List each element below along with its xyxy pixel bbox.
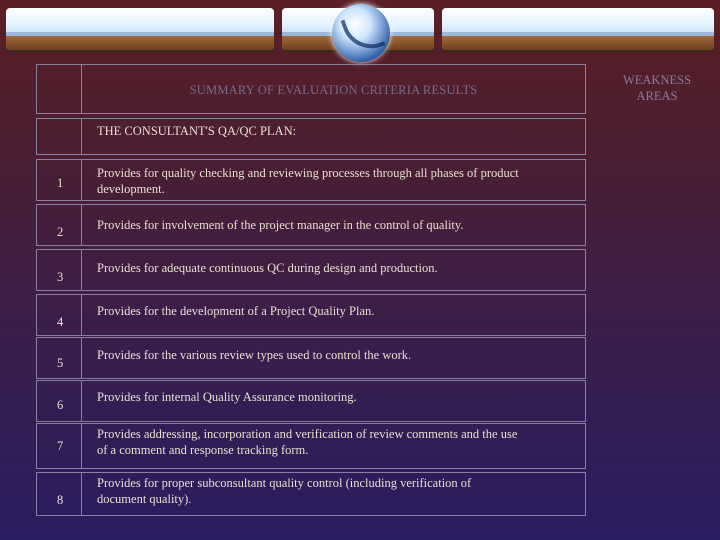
section-row [36, 118, 586, 155]
row-text-line1: Provides for adequate continuous QC during design and production. [97, 261, 438, 275]
table-row [36, 249, 586, 291]
row-text-line2: of a comment and response tracking form. [97, 443, 309, 457]
row-text-line1: Provides for involvement of the project manager in the control of quality. [97, 218, 464, 232]
row-desc-cell [82, 381, 585, 421]
row-desc-cell [82, 205, 585, 245]
table-row [36, 337, 586, 379]
row-number: 8 [57, 493, 64, 507]
row-num-cell [37, 424, 82, 468]
section-title: THE CONSULTANT'S QA/QC PLAN: [97, 124, 297, 138]
row-text-line1: Provides for the development of a Project Quality Plan. [97, 304, 375, 318]
row-desc-cell [82, 424, 585, 468]
weakness-areas-label [612, 72, 702, 104]
table-row [36, 204, 586, 246]
header-title-cell [82, 65, 585, 113]
row-num-cell [37, 205, 82, 245]
row-text-line1: Provides for the various review types used to control the work. [97, 348, 412, 362]
weakness-label-line2: AREAS [636, 89, 678, 103]
weakness-label-line1: WEAKNESS [622, 73, 692, 87]
row-number: 4 [57, 315, 64, 329]
row-text-line1: Provides for proper subconsultant quality control (including verification of [97, 476, 472, 490]
table-header-row [36, 64, 586, 114]
row-text-line1: Provides addressing, incorporation and verification of review comments and the use [97, 427, 518, 441]
row-desc-cell [82, 250, 585, 290]
row-desc-cell [82, 338, 585, 378]
row-num-cell [37, 473, 82, 515]
header-banner-right [442, 8, 714, 50]
header-banner-left [6, 8, 274, 50]
table-row [36, 380, 586, 422]
header-num-cell [37, 65, 82, 113]
row-text-line1: Provides for internal Quality Assurance monitoring. [97, 390, 357, 404]
table-row [36, 472, 586, 516]
table-row [36, 294, 586, 336]
table-row [36, 423, 586, 469]
row-text-line1: Provides for quality checking and reviewing processes through all phases of product [97, 166, 519, 180]
row-num-cell [37, 381, 82, 421]
row-number: 3 [57, 270, 64, 284]
row-text-line2: development. [97, 182, 165, 196]
row-desc-cell [82, 473, 585, 515]
row-num-cell [37, 160, 82, 200]
section-num-cell [37, 119, 82, 154]
row-number: 5 [57, 356, 64, 370]
row-desc-cell [82, 160, 585, 200]
row-num-cell [37, 338, 82, 378]
row-desc-cell [82, 295, 585, 335]
globe-logo-icon [332, 4, 390, 62]
row-num-cell [37, 295, 82, 335]
row-number: 2 [57, 225, 64, 239]
row-num-cell [37, 250, 82, 290]
row-number: 6 [57, 398, 64, 412]
row-text-line2: document quality). [97, 492, 192, 506]
table-title: SUMMARY OF EVALUATION CRITERIA RESULTS [189, 83, 478, 97]
section-title-cell [82, 119, 585, 154]
row-number: 1 [57, 176, 64, 190]
row-number: 7 [57, 439, 64, 453]
table-row [36, 159, 586, 201]
